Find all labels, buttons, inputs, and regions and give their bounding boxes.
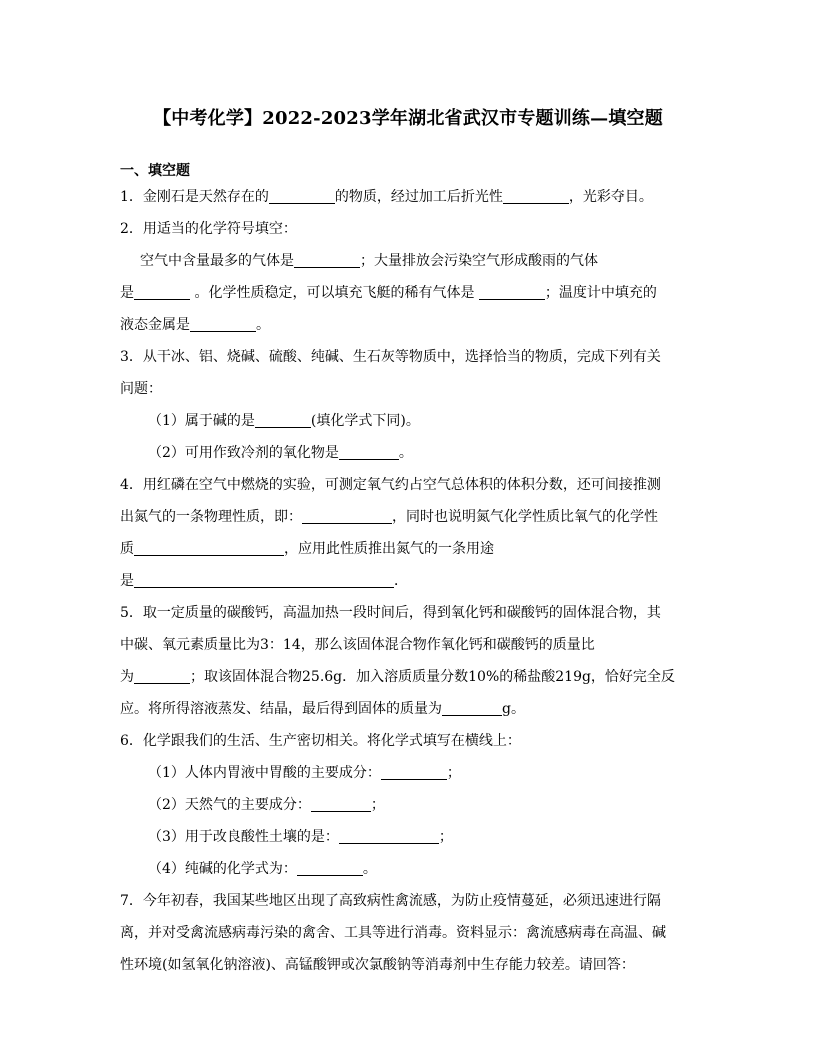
answer-blank[interactable] (134, 669, 190, 684)
answer-blank[interactable] (134, 573, 394, 588)
page-title: 【中考化学】2022-2023学年湖北省武汉市专题训练—填空题 (153, 108, 663, 129)
answer-blank[interactable] (134, 285, 190, 300)
answer-blank[interactable] (479, 285, 545, 300)
question-4-line1: 4．用红磷在空气中燃烧的实验，可测定氧气约占空气总体积的体积分数，还可间接推测 (120, 477, 661, 493)
question-4-line4: 是 ． (120, 573, 408, 589)
answer-blank[interactable] (339, 445, 399, 460)
question-2-head: 2．用适当的化学符号填空： (120, 221, 297, 237)
question-2-line3: 液态金属是 。 (120, 317, 270, 333)
question-1: 1．金刚石是天然存在的 的物质，经过加工后折光性 ，光彩夺目。 (120, 189, 653, 205)
answer-blank[interactable] (302, 509, 392, 524)
question-6-sub3: （3）用于改良酸性土壤的是： ； (148, 829, 453, 845)
question-5-line2: 中碳、氧元素质量比为3：14，那么该固体混合物作氧化钙和碳酸钙的质量比 (120, 637, 595, 653)
question-6-sub2: （2）天然气的主要成分： ； (148, 797, 385, 813)
question-6-sub1: （1）人体内胃液中胃酸的主要成分： ； (148, 765, 461, 781)
question-6-head: 6．化学跟我们的生活、生产密切相关。将化学式填写在横线上： (120, 733, 521, 749)
answer-blank[interactable] (134, 541, 284, 556)
question-3-sub2: （2）可用作致冷剂的氧化物是 。 (148, 445, 413, 461)
answer-blank[interactable] (503, 189, 569, 204)
answer-blank[interactable] (442, 701, 502, 716)
question-7-line3: 性环境(如氢氧化钠溶液)、高锰酸钾或次氯酸钠等消毒剂中生存能力较差。请回答： (120, 957, 635, 973)
question-7-line2: 离，并对受禽流感病毒污染的禽舍、工具等进行消毒。资料显示：禽流感病毒在高温、碱 (120, 925, 666, 941)
section-heading: 一、填空题 (120, 163, 190, 179)
answer-blank[interactable] (381, 765, 447, 780)
answer-blank[interactable] (255, 413, 311, 428)
question-5-line4: 应。将所得溶液蒸发、结晶，最后得到固体的质量为 g。 (120, 701, 525, 717)
question-5-line1: 5．取一定质量的碳酸钙，高温加热一段时间后，得到氧化钙和碳酸钙的固体混合物，其 (120, 605, 661, 621)
question-3-line1: 3．从干冰、铝、烧碱、硫酸、纯碱、生石灰等物质中，选择恰当的物质，完成下列有关 (120, 349, 661, 365)
answer-blank[interactable] (339, 829, 439, 844)
answer-blank[interactable] (297, 861, 363, 876)
question-7-line1: 7．今年初春，我国某些地区出现了高致病性禽流感，为防止疫情蔓延，必须迅速进行隔 (120, 893, 661, 909)
answer-blank[interactable] (190, 317, 256, 332)
question-4-line3: 质 ，应用此性质推出氮气的一条用途 (120, 541, 494, 557)
question-2-line2: 是 。化学性质稳定，可以填充飞艇的稀有气体是 ；温度计中填充的 (120, 285, 657, 301)
answer-blank[interactable] (311, 797, 371, 812)
answer-blank[interactable] (269, 189, 335, 204)
question-3-line2: 问题： (120, 381, 162, 397)
answer-blank[interactable] (294, 253, 360, 268)
question-3-sub1: （1）属于碱的是 (填化学式下同)。 (148, 413, 420, 429)
question-4-line2: 出氮气的一条物理性质，即： ，同时也说明氮气化学性质比氧气的化学性 (120, 509, 658, 525)
question-2-line1: 空气中含量最多的气体是 ；大量排放会污染空气形成酸雨的气体 (140, 253, 598, 269)
question-6-sub4: （4）纯碱的化学式为： 。 (148, 861, 377, 877)
question-5-line3: 为 ；取该固体混合物25.6g．加入溶质质量分数10%的稀盐酸219g，恰好完全反 (120, 669, 675, 685)
